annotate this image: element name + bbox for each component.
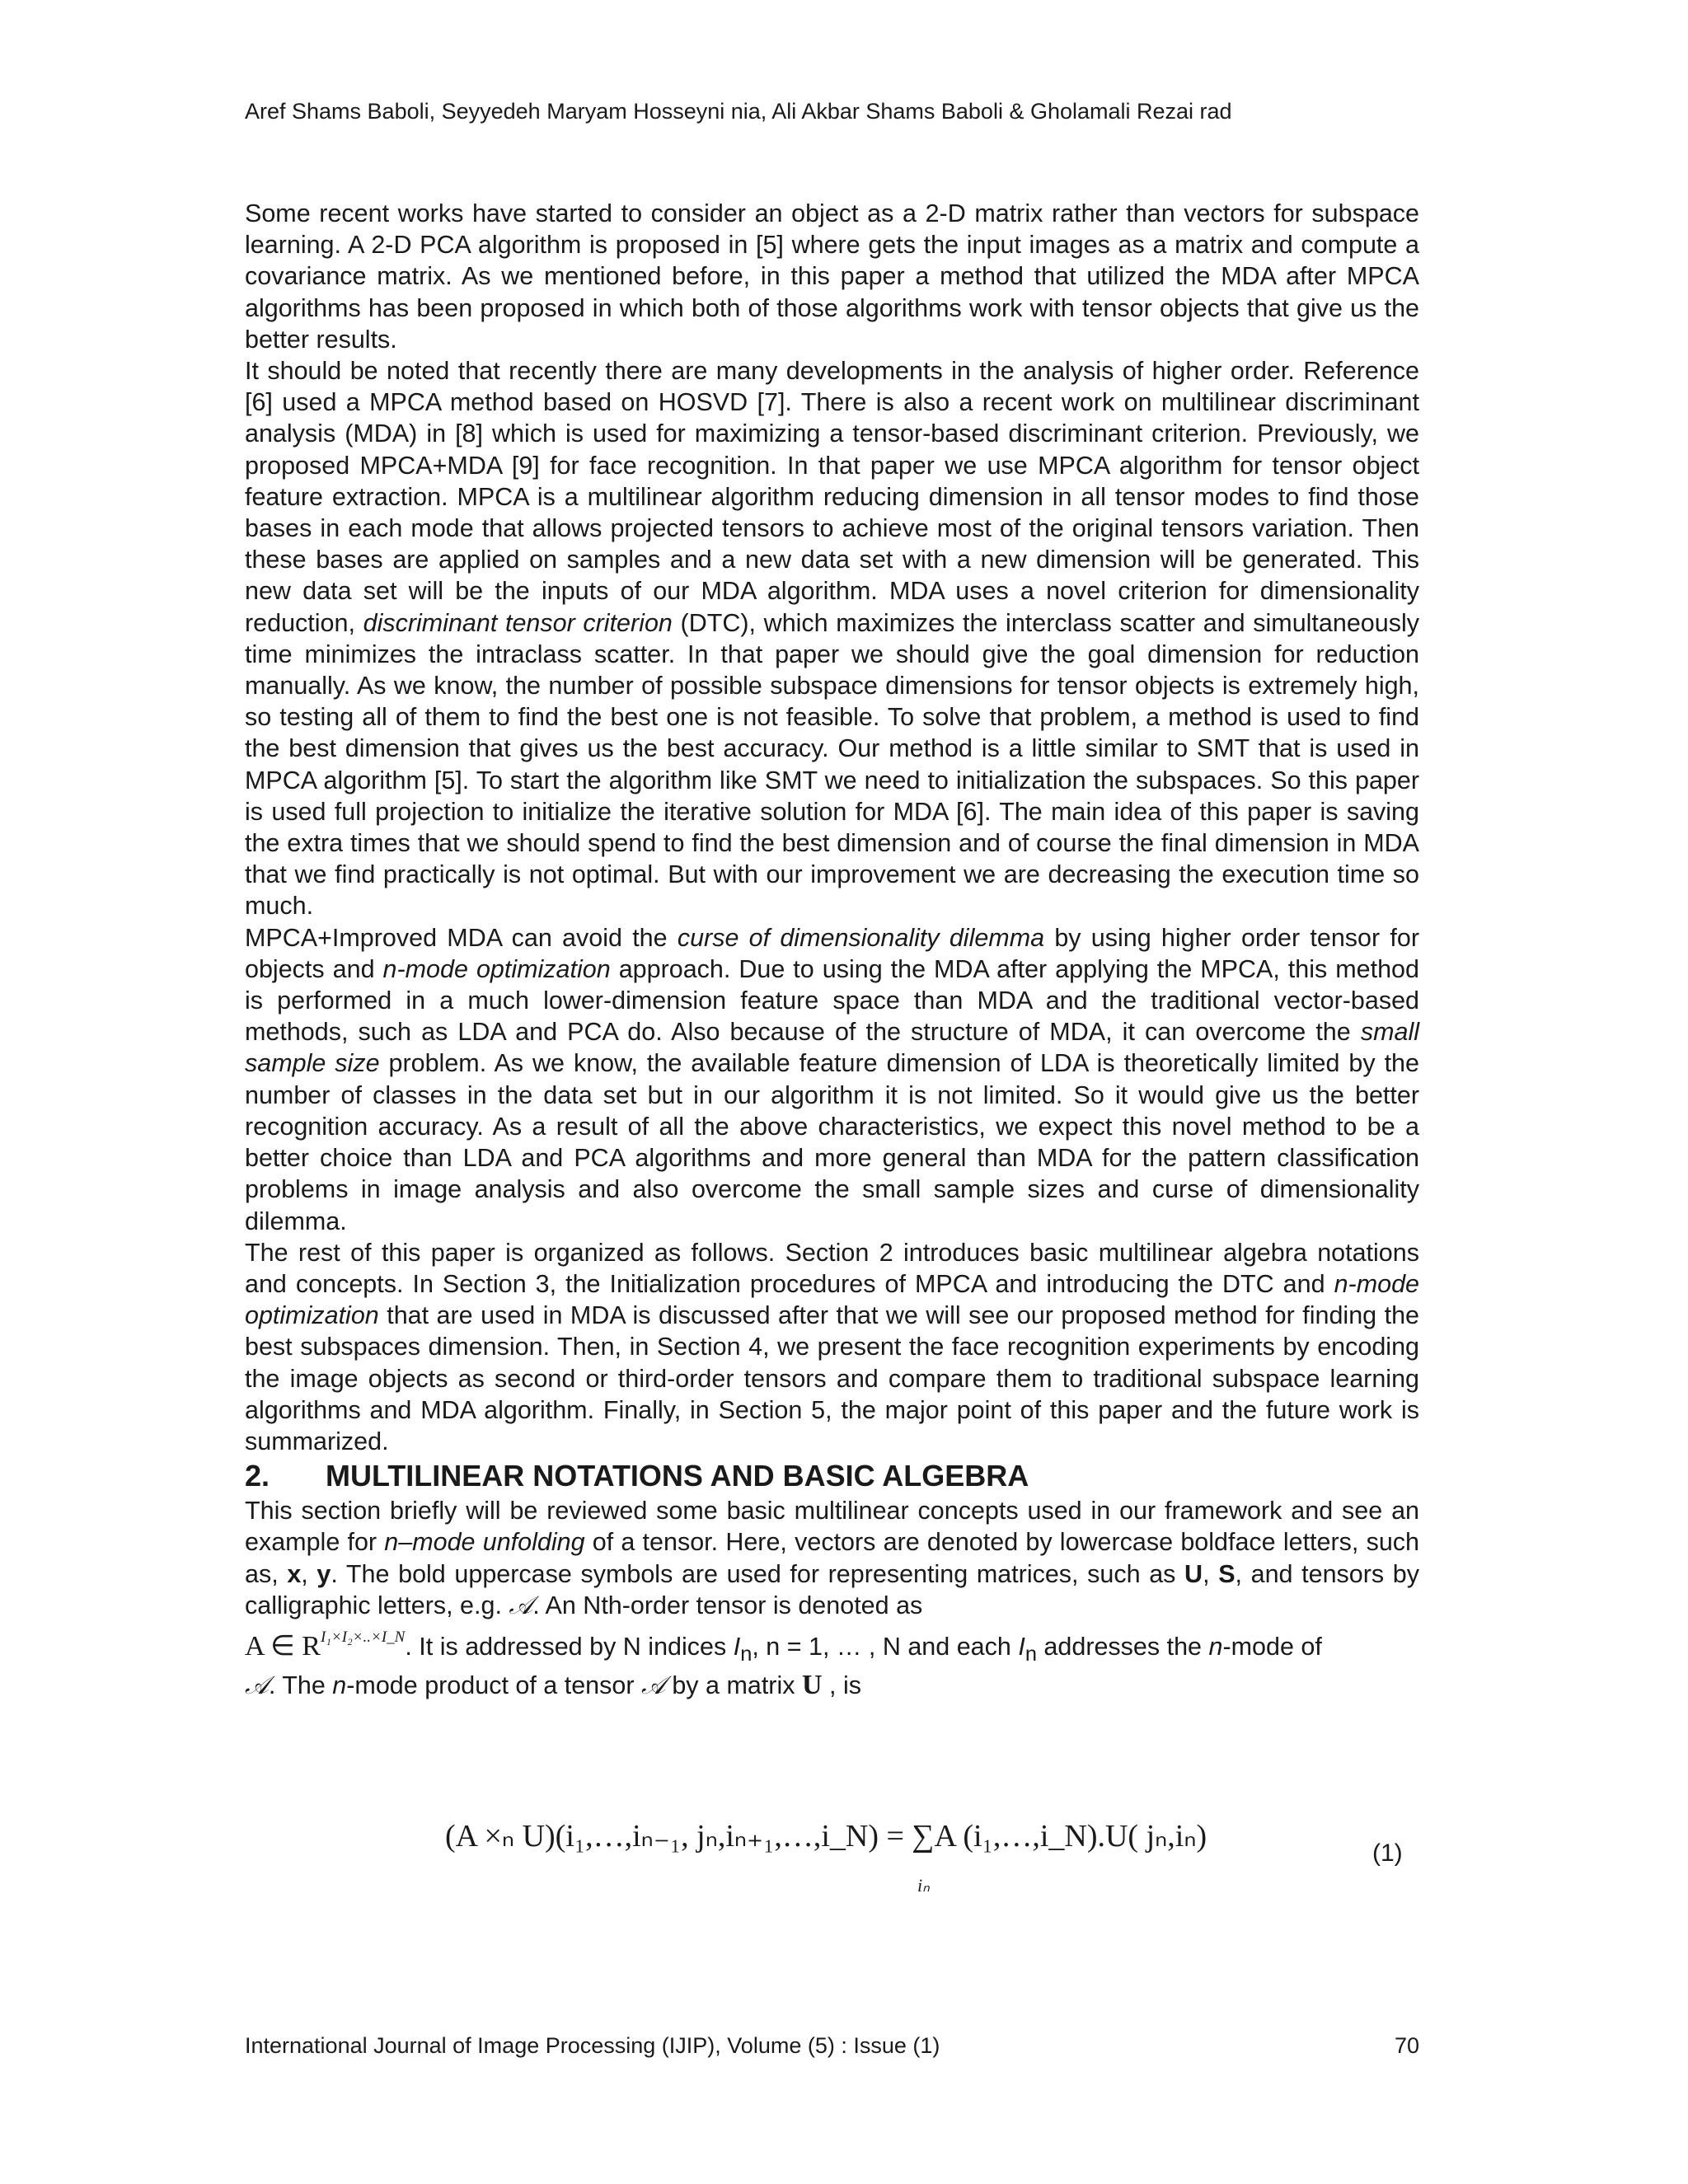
body-text <box>245 198 1419 1702</box>
equation-sum-subscript: iₙ <box>917 1875 930 1896</box>
paragraph-organization: The rest of this paper is organized as follows. Section 2 introduces basic multilinear algebra notations and concepts. In Section 3, the Initialization procedures of MPCA and introducing the DTC and n-mode optimization that are used in MDA is discussed after that we will see our proposed method for finding the best subspaces dimension. Then, in Section 4, we present the face recognition experiments by encoding the image objects as second or third-order tensors and compare them to traditional subspace learning algorithms and MDA algorithm. Finally, in Section 5, the major point of this paper and the future work is summarized. <box>245 1238 1419 1455</box>
section-number: 2. <box>245 1459 270 1493</box>
paragraph-2d-pca: Some recent works have started to consider an object as a 2-D matrix rather than vectors for subspace learning. A 2-D PCA algorithm is proposed in [5] where gets the input images as a matrix and compute a covariance matrix. As we mentioned before, in this paper a method that utilized the MDA after MPCA algorithms has been proposed in which both of those algorithms work with tensor objects that give us the better results. <box>245 199 1419 354</box>
paragraph-improved-mda: MPCA+Improved MDA can avoid the curse of dimensionality dilemma by using higher order tensor for objects and n-mode optimization approach. Due to using the MDA after applying the MPCA, this method is performed in a much lower-dimension feature space than MDA and the traditional vector-based methods, such as LDA and PCA do. Also because of the structure of MDA, it can overcome the small sample size problem. As we know, the available feature dimension of LDA is theoretically limited by the number of classes in the data set but in our algorithm it is not limited. So it would give us the better recognition accuracy. As a result of all the above characteristics, we expect this novel method to be a better choice than LDA and PCA algorithms and more general than MDA for the pattern classification problems in image analysis and also overcome the small sample sizes and curse of dimensionality dilemma. <box>245 923 1419 1235</box>
paragraph-developments: It should be noted that recently there are many developments in the analysis of higher order. Reference [6] used a MPCA method based on HOSVD [7]. There is also a recent work on multilinear discriminant analysis (MDA) in [8] which is used for maximizing a tensor-based discriminant criterion. Previously, we proposed MPCA+MDA [9] for face recognition. In that paper we use MPCA algorithm for tensor object feature extraction. MPCA is a multilinear algorithm reducing dimension in all tensor modes to find those bases in each mode that allows projected tensors to achieve most of the original tensors variation. Then these bases are applied on samples and a new data set with a new dimension will be generated. This new data set will be the inputs of our MDA algorithm. MDA uses a novel criterion for dimensionality reduction, discriminant tensor criterion (DTC), which maximizes the interclass scatter and simultaneously time minimizes the intraclass scatter. In that paper we should give the goal dimension for reduction manually. As we know, the number of possible subspace dimensions for tensor objects is extremely high, so testing all of them to find the best one is not feasible. To solve that problem, a method is used to find the best dimension that gives us the best accuracy. Our method is a little similar to SMT that is used in MPCA algorithm [5]. To start the algorithm like SMT we need to initialization the subspaces. So this paper is used full projection to initialize the iterative solution for MDA [6]. The main idea of this paper is saving the extra times that we should spend to find the best dimension and of course the final dimension in MDA that we find practically is not optimal. But with our improvement we are decreasing the execution time so much. <box>245 357 1419 921</box>
tensor-space-formula: A ∈ $R^{I_1\times I_2\times..\times I\_N}$ <box>245 1628 406 1661</box>
section-title: MULTILINEAR NOTATIONS AND BASIC ALGEBRA <box>326 1459 1029 1493</box>
equation-number: (1) <box>1372 1840 1403 1867</box>
journal-citation: International Journal of Image Processing (IJIP), Volume (5) : Issue (1) <box>245 2033 940 2058</box>
paragraph-notations: This section briefly will be reviewed some basic multilinear concepts used in our framework and see an example for n–mode unfolding of a tensor. Here, vectors are denoted by lowercase boldface letters, such as, x, y. The bold uppercase symbols are used for representing matrices, such as U, S, and tensors by calligraphic letters, e.g. 𝒜. An Nth-order tensor is denoted as A ∈ $R^{I_1\times I_2\times..\times I\_N}$. It is addressed by N indices $I_n$, n = 1, … , N and each $I_n$ addresses the n-mode of 𝒜. The n-mode product of a tensor 𝒜 by a matrix U , is <box>245 1497 1420 1701</box>
page-number: 70 <box>1394 2033 1419 2058</box>
equation-1 <box>445 1817 1269 1891</box>
running-header: Aref Shams Baboli, Seyyedeh Maryam Hosseyni nia, Ali Akbar Shams Baboli & Gholamali Rezai rad <box>245 99 1232 124</box>
section-heading <box>245 1457 1419 1495</box>
equation-expression: (A ×ₙ U)(i₁,…,iₙ₋₁, jₙ,iₙ₊₁,…,i_N) = ∑A (i₁,…,i_N).U( jₙ,iₙ) <box>445 1819 1207 1854</box>
